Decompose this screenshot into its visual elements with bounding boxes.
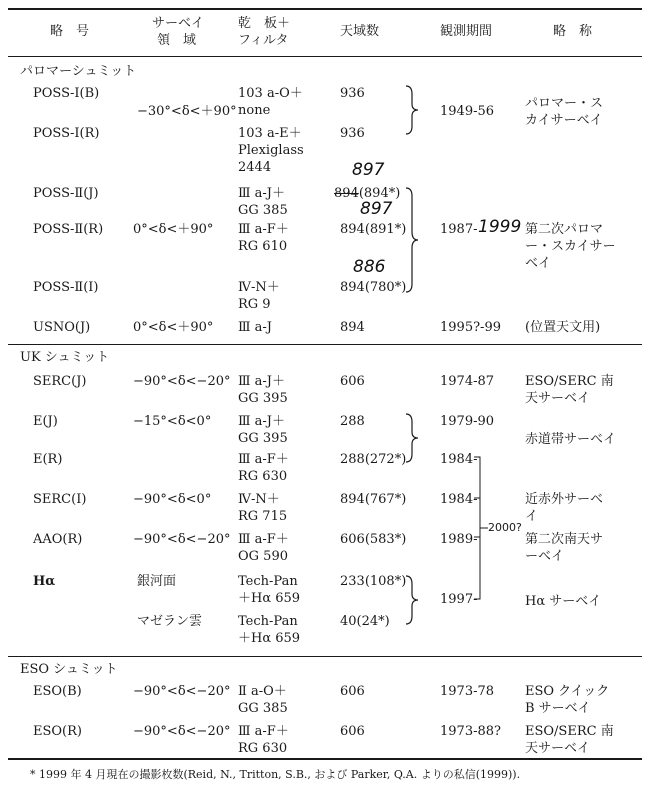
row-plate: RG 630 (238, 741, 288, 756)
top-rule (8, 8, 642, 10)
row-period: 1997‑ (440, 592, 478, 607)
row-abbr: SERC(J) (33, 374, 87, 389)
row-plate: Ⅲ a‑J＋ (238, 414, 286, 429)
row-abbr: POSS‑Ⅰ(B) (33, 86, 100, 101)
row-plate: Ⅳ‑N＋ (238, 280, 280, 295)
row-abbr: ESO(B) (33, 684, 82, 699)
row-name: ESO/SERC 南 (525, 724, 614, 739)
row-fields: 288(272*) (340, 452, 407, 467)
row-fields-struck: 894 (334, 186, 359, 201)
row-fields: 606 (340, 374, 365, 389)
footnote: * 1999 年 4 月現在の撮影枚数(Reid, N., Tritton, S.B., および Parker, Q.A. よりの私信(1999)). (30, 768, 521, 781)
row-plate: RG 630 (238, 469, 288, 484)
bottom-rule (8, 758, 642, 760)
row-region: −90°<δ<−20° (133, 684, 231, 699)
header-period: 観測期間 (440, 24, 493, 39)
row-plate: Plexiglass (238, 143, 304, 158)
row-period: 1987‑ (440, 222, 478, 237)
row-period: 1984‑ (440, 452, 478, 467)
header-plate-1: 乾 板＋ (238, 16, 291, 31)
row-name: 赤道帯サーベイ (525, 432, 617, 447)
row-region: 0°<δ<＋90° (133, 222, 214, 237)
row-period: 1989‑ (440, 532, 478, 547)
row-abbr: ESO(R) (33, 724, 82, 739)
header-region-1: サーベイ (152, 16, 205, 31)
row-abbr: AAO(R) (33, 532, 83, 547)
section-title-eso: ESO シュミット (20, 662, 118, 677)
row-fields: 894 (340, 320, 365, 335)
row-period: 1949‑56 (440, 104, 495, 119)
row-plate: Tech‑Pan (238, 614, 298, 629)
row-name: (位置天文用) (525, 320, 601, 335)
row-plate: GG 395 (238, 431, 288, 446)
row-abbr: E(R) (33, 452, 63, 467)
row-name: ESO/SERC 南 (525, 374, 614, 389)
row-plate: Ⅲ a‑F＋ (238, 452, 289, 467)
header-plate-2: フィルタ (238, 33, 289, 48)
row-plate: RG 715 (238, 509, 288, 524)
row-plate: GG 395 (238, 391, 288, 406)
row-name: ESO クイック (525, 684, 610, 699)
brace-uk-equator (404, 412, 420, 464)
row-fields: 894(780*) (340, 280, 407, 295)
row-plate: GG 385 (238, 701, 288, 716)
row-plate: Ⅲ a‑F＋ (238, 532, 289, 547)
row-abbr: SERC(I) (33, 492, 87, 507)
row-period: 1974‑87 (440, 374, 495, 389)
row-period: 1984‑ (440, 492, 478, 507)
row-period: 1973‑88? (440, 724, 501, 739)
row-fields: 606 (340, 724, 365, 739)
row-region: −90°<δ<−20° (133, 724, 231, 739)
header-fields: 天域数 (340, 24, 380, 39)
row-plate: Ⅲ a‑F＋ (238, 724, 289, 739)
row-name: B サーベイ (525, 701, 591, 716)
handwritten-year: 1999 (478, 217, 522, 237)
row-plate: ＋Hα 659 (238, 591, 301, 606)
row-plate: OG 590 (238, 549, 288, 564)
row-fields: 606 (340, 684, 365, 699)
row-period: 1979‑90 (440, 414, 495, 429)
section-rule-eso (8, 656, 642, 657)
row-plate: 103 a‑O＋ (238, 86, 303, 101)
row-name: パロマー・ス (525, 96, 604, 111)
row-abbr: POSS‑Ⅱ(J) (33, 186, 99, 201)
row-abbr: POSS‑Ⅱ(I) (33, 280, 99, 295)
row-fields: 606(583*) (340, 532, 407, 547)
row-plate: 2444 (238, 160, 272, 175)
handwritten-note: 897 (360, 199, 393, 219)
section-title-uk: UK シュミット (20, 350, 110, 365)
handwritten-note: 897 (352, 160, 385, 180)
header-rule (8, 56, 642, 57)
row-fields: 288 (340, 414, 365, 429)
row-plate: Ⅲ a‑J＋ (238, 374, 286, 389)
note-2000: 2000? (488, 521, 522, 534)
brace-palomar-group2 (404, 186, 420, 294)
row-plate: RG 610 (238, 239, 288, 254)
row-fields: 233(108*) (340, 574, 407, 589)
row-name: 第二次南天サ (525, 532, 604, 547)
row-region: −90°<δ<0° (133, 492, 212, 507)
row-name: 天サーベイ (525, 391, 591, 406)
row-period: 1995?‑99 (440, 320, 501, 335)
row-fields: 894(767*) (340, 492, 407, 507)
row-plate: GG 385 (238, 203, 288, 218)
row-fields: 894(891*) (340, 222, 407, 237)
header-region-2: 領 域 (157, 33, 197, 48)
row-plate: Ⅲ a‑J (238, 320, 273, 335)
row-fields: 936 (340, 86, 365, 101)
header-abbr: 略 号 (50, 24, 90, 39)
row-fields: 936 (340, 126, 365, 141)
row-plate: Ⅲ a‑J＋ (238, 186, 286, 201)
row-abbr: POSS‑Ⅰ(R) (33, 126, 100, 141)
row-region: マゼラン雲 (137, 614, 203, 629)
row-name: ーベイ (525, 549, 565, 564)
row-region: −30°<δ<＋90° (137, 104, 237, 119)
row-abbr: USNO(J) (33, 320, 91, 335)
row-fields-rest: (894*) (358, 186, 401, 201)
row-plate: Ⅳ‑N＋ (238, 492, 280, 507)
row-region: −90°<δ<−20° (133, 374, 231, 389)
row-region: 銀河面 (137, 574, 177, 589)
row-name: ベイ (525, 256, 552, 271)
row-name: カイサーベイ (525, 113, 603, 128)
row-name: イ (525, 509, 539, 524)
row-plate: RG 9 (238, 297, 271, 312)
row-region: 0°<δ<＋90° (133, 320, 214, 335)
row-name: 近赤外サーベ (525, 492, 604, 507)
row-name: 天サーベイ (525, 741, 591, 756)
row-abbr: POSS‑Ⅱ(R) (33, 222, 104, 237)
row-fields: 40(24*) (340, 614, 390, 629)
brace-halpha (404, 574, 420, 626)
section-title-palomar: パロマーシュミット (20, 64, 137, 79)
handwritten-note: 886 (353, 257, 386, 277)
row-region: −90°<δ<−20° (133, 532, 231, 547)
row-name: ー・スカイサー (525, 239, 616, 254)
row-plate: Ⅱ a‑O＋ (238, 684, 287, 699)
row-plate: Ⅲ a‑F＋ (238, 222, 289, 237)
row-name: 第二次パロマ (525, 222, 604, 237)
row-plate: 103 a‑E＋ (238, 126, 302, 141)
row-period: 1973‑78 (440, 684, 495, 699)
row-abbr: Hα (33, 574, 56, 589)
row-plate: none (238, 103, 271, 118)
header-name: 略 称 (553, 24, 593, 39)
row-plate: Tech‑Pan (238, 574, 298, 589)
row-region: −15°<δ<0° (133, 414, 212, 429)
row-abbr: E(J) (33, 414, 58, 429)
row-plate: ＋Hα 659 (238, 631, 301, 646)
section-rule-uk (8, 344, 642, 345)
row-name: Hα サーベイ (525, 594, 602, 609)
brace-palomar-group1 (404, 84, 420, 136)
